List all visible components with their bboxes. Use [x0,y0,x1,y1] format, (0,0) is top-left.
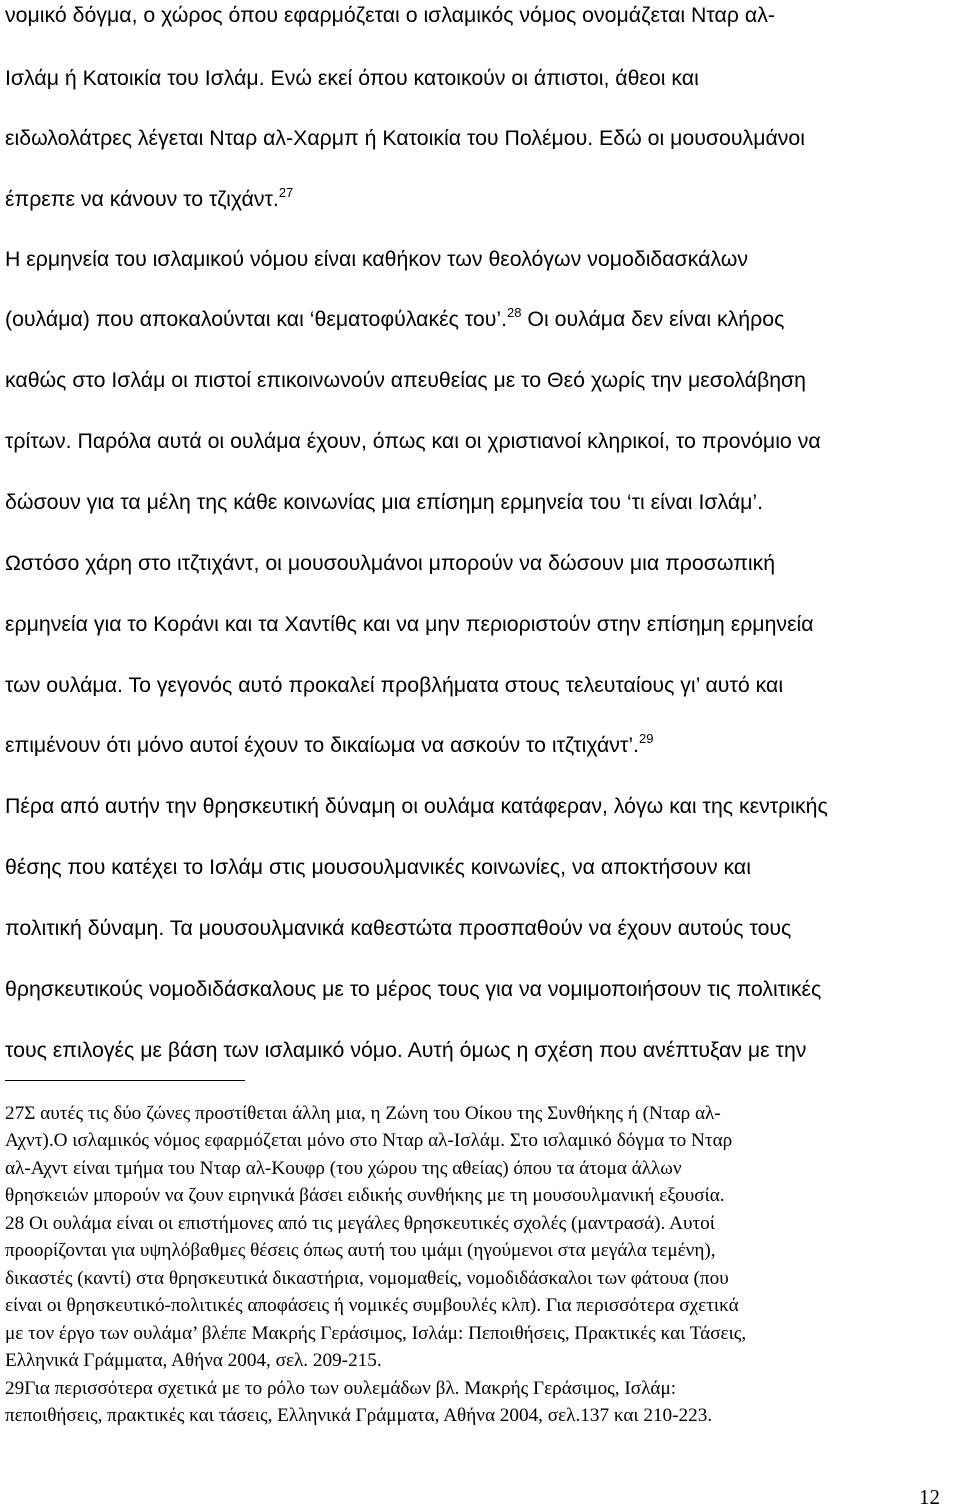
footnote-ref-28: 28 [507,305,522,320]
text-line: πολιτική δύναμη. Τα μουσουλμανικά καθεστώτα προσπαθούν να έχουν αυτούς τους [5,916,792,940]
text-line: των ουλάμα. Το γεγονός αυτό προκαλεί προβλήματα στους τελευταίους γι’ αυτό και [5,673,784,697]
text-line-segment: (ουλάμα) που αποκαλούνται και ‘θεματοφύλακές του’. [5,307,508,331]
footnote-ref-27: 27 [278,185,294,200]
text-line: Ωστόσο χάρη στο ιτζτιχάντ, οι μουσουλμάνοι μπορούν να δώσουν μια προσωπική [5,551,776,575]
text-line: τρίτων. Παρόλα αυτά οι ουλάμα έχουν, όπως και οι χριστιανοί κληρικοί, το προνόμιο να [5,429,821,453]
text-line: Ισλάμ ή Κατοικία του Ισλάμ. Ενώ εκεί όπου κατοικούν οι άπιστοι, άθεοι και [5,66,699,90]
text-line [5,186,293,215]
footnote-line: δικαστές (καντί) στα θρησκευτικά δικαστήρια, νομομαθείς, νομοδιδάσκαλοι των φάτουα (που [5,1268,729,1289]
footnote-separator [5,1080,245,1081]
footnote-line: αλ-Αχντ είναι τμήμα του Νταρ αλ-Κουφρ (του χώρου της αθείας) όπου τα άτομα άλλων [5,1158,682,1179]
footnote-line: με τον έργο των ουλάμα’ βλέπε Μακρής Γεράσιμος, Ισλάμ: Πεποιθήσεις, Πρακτικές και Τάσεις, [5,1323,747,1344]
text-line: ειδωλολάτρες λέγεται Νταρ αλ-Χαρμπ ή Κατοικία του Πολέμου. Εδώ οι μουσουλμάνοι [5,126,806,150]
text-line: καθώς στο Ισλάμ οι πιστοί επικοινωνούν απευθείας με το Θεό χωρίς την μεσολάβηση [5,368,807,392]
footnote-line: Αχντ).Ο ισλαμικός νόμος εφαρμόζεται μόνο στο Νταρ αλ-Ισλάμ. Στο ισλαμικό δόγμα το Νταρ [5,1130,733,1151]
footnote-line: θρησκειών μπορούν να ζουν ειρηνικά βάσει ειδικής συνθήκης με τη μουσουλμανική εξουσία. [5,1185,725,1206]
footnote-line: Ελληνικά Γράμματα, Αθήνα 2004, σελ. 209-215. [5,1350,382,1371]
text-line [5,306,784,335]
footnote-ref-29: 29 [639,731,654,746]
text-line: τους επιλογές με βάση των ισλαμικό νόμο. Αυτή όμως η σχέση που ανέπτυξαν με την [5,1038,807,1062]
text-line: ερμηνεία για το Κοράνι και τα Χαντίθς και να μην περιοριστούν στην επίσημη ερμηνεία [5,612,814,636]
text-line: νομικό δόγμα, ο χώρος όπου εφαρμόζεται ο ισλαμικός νόμος ονομάζεται Νταρ αλ- [5,3,775,27]
footnote-line: πεποιθήσεις, πρακτικές και τάσεις, Ελληνικά Γράμματα, Αθήνα 2004, σελ.137 και 210-223. [5,1405,713,1426]
text-line-segment: έπρεπε να κάνουν το τζιχάντ. [5,187,279,211]
text-line: Η ερμηνεία του ισλαμικού νόμου είναι καθήκον των θεολόγων νομοδιδασκάλων [5,247,749,271]
text-line-segment: επιμένουν ότι μόνο αυτοί έχουν το δικαίωμα να ασκούν το ιτζτιχάντ’. [5,733,640,757]
text-line: Πέρα από αυτήν την θρησκευτική δύναμη οι ουλάμα κατάφεραν, λόγω και της κεντρικής [5,794,828,818]
footnote-line: είναι οι θρησκευτικό-πολιτικές αποφάσεις ή νομικές συμβουλές κλπ). Για περισσότερα σχετικά [5,1295,739,1316]
text-line: θέσης που κατέχει το Ισλάμ στις μουσουλμανικές κοινωνίες, να αποκτήσουν και [5,855,751,879]
text-line: δώσουν για τα μέλη της κάθε κοινωνίας μια επίσημη ερμηνεία του ‘τι είναι Ισλάμ’. [5,490,764,514]
footnote-line: 27Σ αυτές τις δύο ζώνες προστίθεται άλλη μια, η Ζώνη του Οίκου της Συνθήκης ή (Νταρ αλ- [5,1103,721,1124]
footnote-line: 29Για περισσότερα σχετικά με το ρόλο των ουλεμάδων βλ. Μακρής Γεράσιμος, Ισλάμ: [5,1378,677,1399]
text-line [5,732,654,761]
footnote-line: προορίζονται για υψηλόβαθμες θέσεις όπως αυτή του ιμάμι (ηγούμενοι στα μεγάλα τεμένη), [5,1240,716,1261]
footnote-line: 28 Οι ουλάμα είναι οι επιστήμονες από τις μεγάλες θρησκευτικές σχολές (μαντρασά). Αυτοί [5,1213,715,1234]
text-line: θρησκευτικούς νομοδιδάσκαλους με το μέρος τους για να νομιμοποιήσουν τις πολιτικές [5,977,822,1001]
text-line-segment: Οι ουλάμα δεν είναι κλήρος [521,307,785,331]
page-number: 12 [919,1485,940,1509]
